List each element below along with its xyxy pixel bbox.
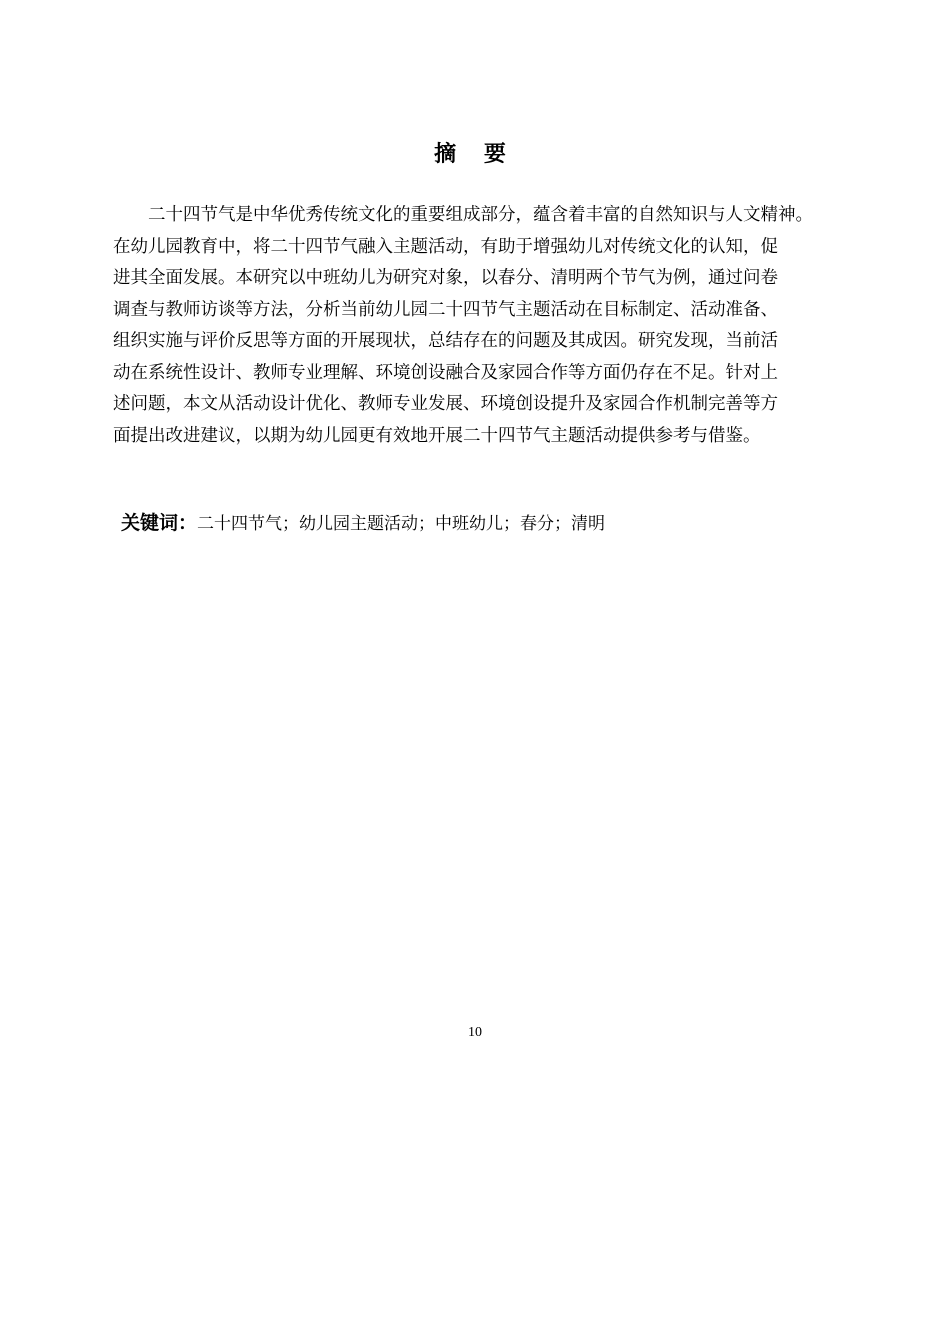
abstract-line: 调查与教师访谈等方法，分析当前幼儿园二十四节气主题活动在目标制定、活动准备、 (113, 299, 778, 320)
abstract-line: 动在系统性设计、教师专业理解、环境创设融合及家园合作等方面仍存在不足。针对上 (113, 362, 778, 383)
abstract-line: 组织实施与评价反思等方面的开展现状，总结存在的问题及其成因。研究发现，当前活 (113, 331, 778, 351)
abstract-line: 面提出改进建议，以期为幼儿园更有效地开展二十四节气主题活动提供参考与借鉴。 (113, 425, 761, 446)
abstract-body (113, 200, 873, 452)
abstract-title: 摘 要 (434, 142, 516, 167)
keywords-row (121, 508, 861, 539)
abstract-line: 述问题，本文从活动设计优化、教师专业发展、环境创设提升及家园合作机制完善等方 (113, 394, 778, 414)
keywords-label: 关键词： (121, 512, 198, 534)
abstract-line: 进其全面发展。本研究以中班幼儿为研究对象，以春分、清明两个节气为例，通过问卷 (113, 268, 778, 288)
keywords-text: 二十四节气；幼儿园主题活动；中班幼儿；春分；清明 (197, 514, 606, 534)
abstract-line: 二十四节气是中华优秀传统文化的重要组成部分，蕴含着丰富的自然知识与人文精神。 (148, 205, 813, 225)
abstract-line: 在幼儿园教育中，将二十四节气融入主题活动，有助于增强幼儿对传统文化的认知，促 (113, 236, 778, 257)
page-number: 10 (468, 1025, 482, 1040)
